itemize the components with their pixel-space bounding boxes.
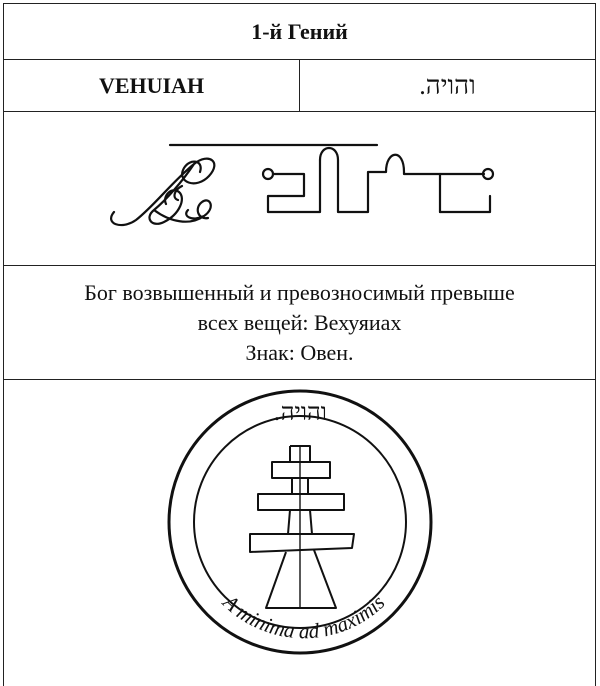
- sigil-circle-left: [263, 169, 273, 179]
- seal-hebrew-text: והויה.: [273, 398, 327, 426]
- cross-bar-middle: [258, 494, 344, 510]
- cross-bar-top: [272, 462, 330, 478]
- title-row: [4, 4, 595, 60]
- description-line-3: Знак: Овен.: [245, 339, 354, 365]
- description-row: [4, 266, 595, 380]
- genius-name-latin: VEHUIAH: [4, 60, 300, 111]
- description-line-1: Бог возвышенный и превозносимый превыше: [84, 279, 515, 305]
- genius-card: [3, 3, 596, 686]
- sigil-bracket-left: [268, 160, 320, 212]
- cross-bar-lower: [250, 534, 354, 552]
- sigil-swirl: [111, 159, 214, 225]
- genius-name-hebrew: והויה.: [419, 70, 476, 100]
- genius-title: 1-й Гений: [251, 18, 348, 44]
- seal-row: [4, 380, 595, 684]
- seal-drawing: [4, 380, 595, 684]
- name-row: [4, 60, 595, 112]
- sigil-arch: [320, 148, 484, 212]
- seal-cross: [250, 446, 354, 608]
- sigil-row: [4, 112, 595, 266]
- seal-motto-path: A minima ad maximis: [218, 589, 390, 644]
- cross-base: [266, 550, 336, 608]
- sigil-foot: [440, 196, 490, 212]
- description-line-2: всех вещей: Вехуяиах: [197, 309, 402, 335]
- sigil-drawing: [4, 112, 595, 264]
